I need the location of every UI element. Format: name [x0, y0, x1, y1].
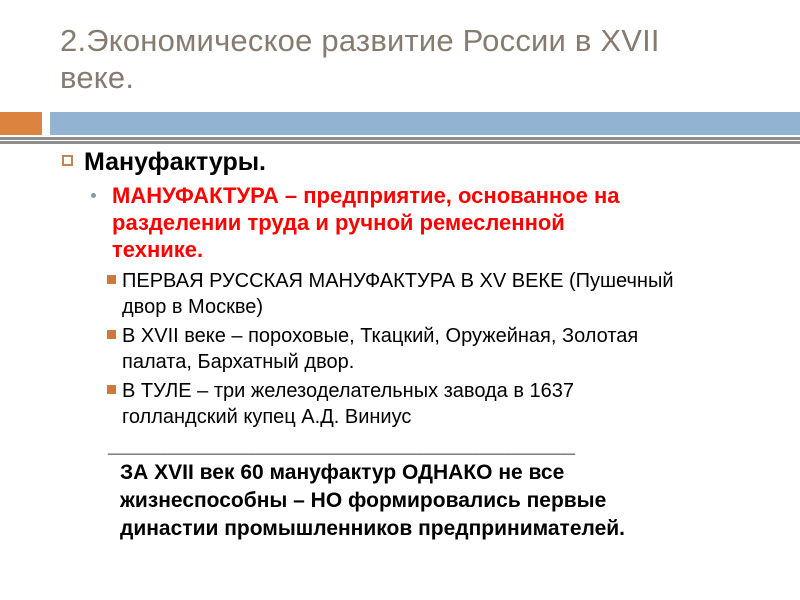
definition-line-2: разделении труда и ручной ремесленной — [112, 210, 565, 235]
fact-line: ПЕРВАЯ РУССКАЯ МАНУФАКТУРА В XV ВЕКЕ (Пушечный — [122, 270, 674, 292]
fact-line: голландский купец А.Д. Виниус — [122, 406, 412, 428]
filled-square-bullet-icon — [107, 330, 116, 339]
accent-bar-orange — [0, 112, 42, 135]
list-item-definition — [0, 182, 770, 263]
fact-line: палата, Бархатный двор. — [122, 351, 355, 373]
underscore-divider — [0, 433, 770, 459]
divider-rule-bottom — [0, 141, 800, 144]
list-item-xvii-century — [0, 323, 770, 375]
fact-line: В ТУЛЕ – три железоделательных завода в 1637 — [122, 380, 575, 402]
divider-rule-top — [0, 137, 800, 140]
underscore-divider-text: __________________________________________ — [108, 435, 576, 457]
slide-title-line-2: веке. — [60, 60, 135, 95]
filled-square-bullet-icon — [107, 385, 116, 394]
conclusion-line-2: жизнеспособны – НО формировались первые — [120, 489, 607, 512]
conclusion-paragraph — [0, 459, 770, 543]
list-item-manufactures-heading — [0, 146, 770, 178]
definition-line-3: технике. — [112, 237, 204, 262]
fact-line: В XVII веке – пороховые, Ткацкий, Оружейная, Золотая — [122, 325, 639, 347]
slide-title — [60, 22, 740, 96]
list-item-first-manufacture — [0, 268, 770, 320]
dot-bullet-icon — [91, 193, 96, 198]
accent-bar-blue — [50, 112, 800, 135]
heading-text: Мануфактуры. — [84, 148, 267, 176]
conclusion-line-3: династии промышленников предпринимателей. — [120, 517, 626, 540]
filled-square-bullet-icon — [107, 275, 116, 284]
fact-line: двор в Москве) — [122, 296, 263, 318]
list-item-tula — [0, 378, 770, 430]
definition-line-1: МАНУФАКТУРА – предприятие, основанное на — [112, 183, 620, 208]
slide-title-line-1: 2.Экономическое развитие России в XVII — [60, 23, 660, 58]
slide-body — [0, 146, 770, 543]
open-square-bullet-icon — [62, 155, 73, 166]
conclusion-line-1: ЗА XVII век 60 мануфактур ОДНАКО не все — [120, 461, 565, 484]
